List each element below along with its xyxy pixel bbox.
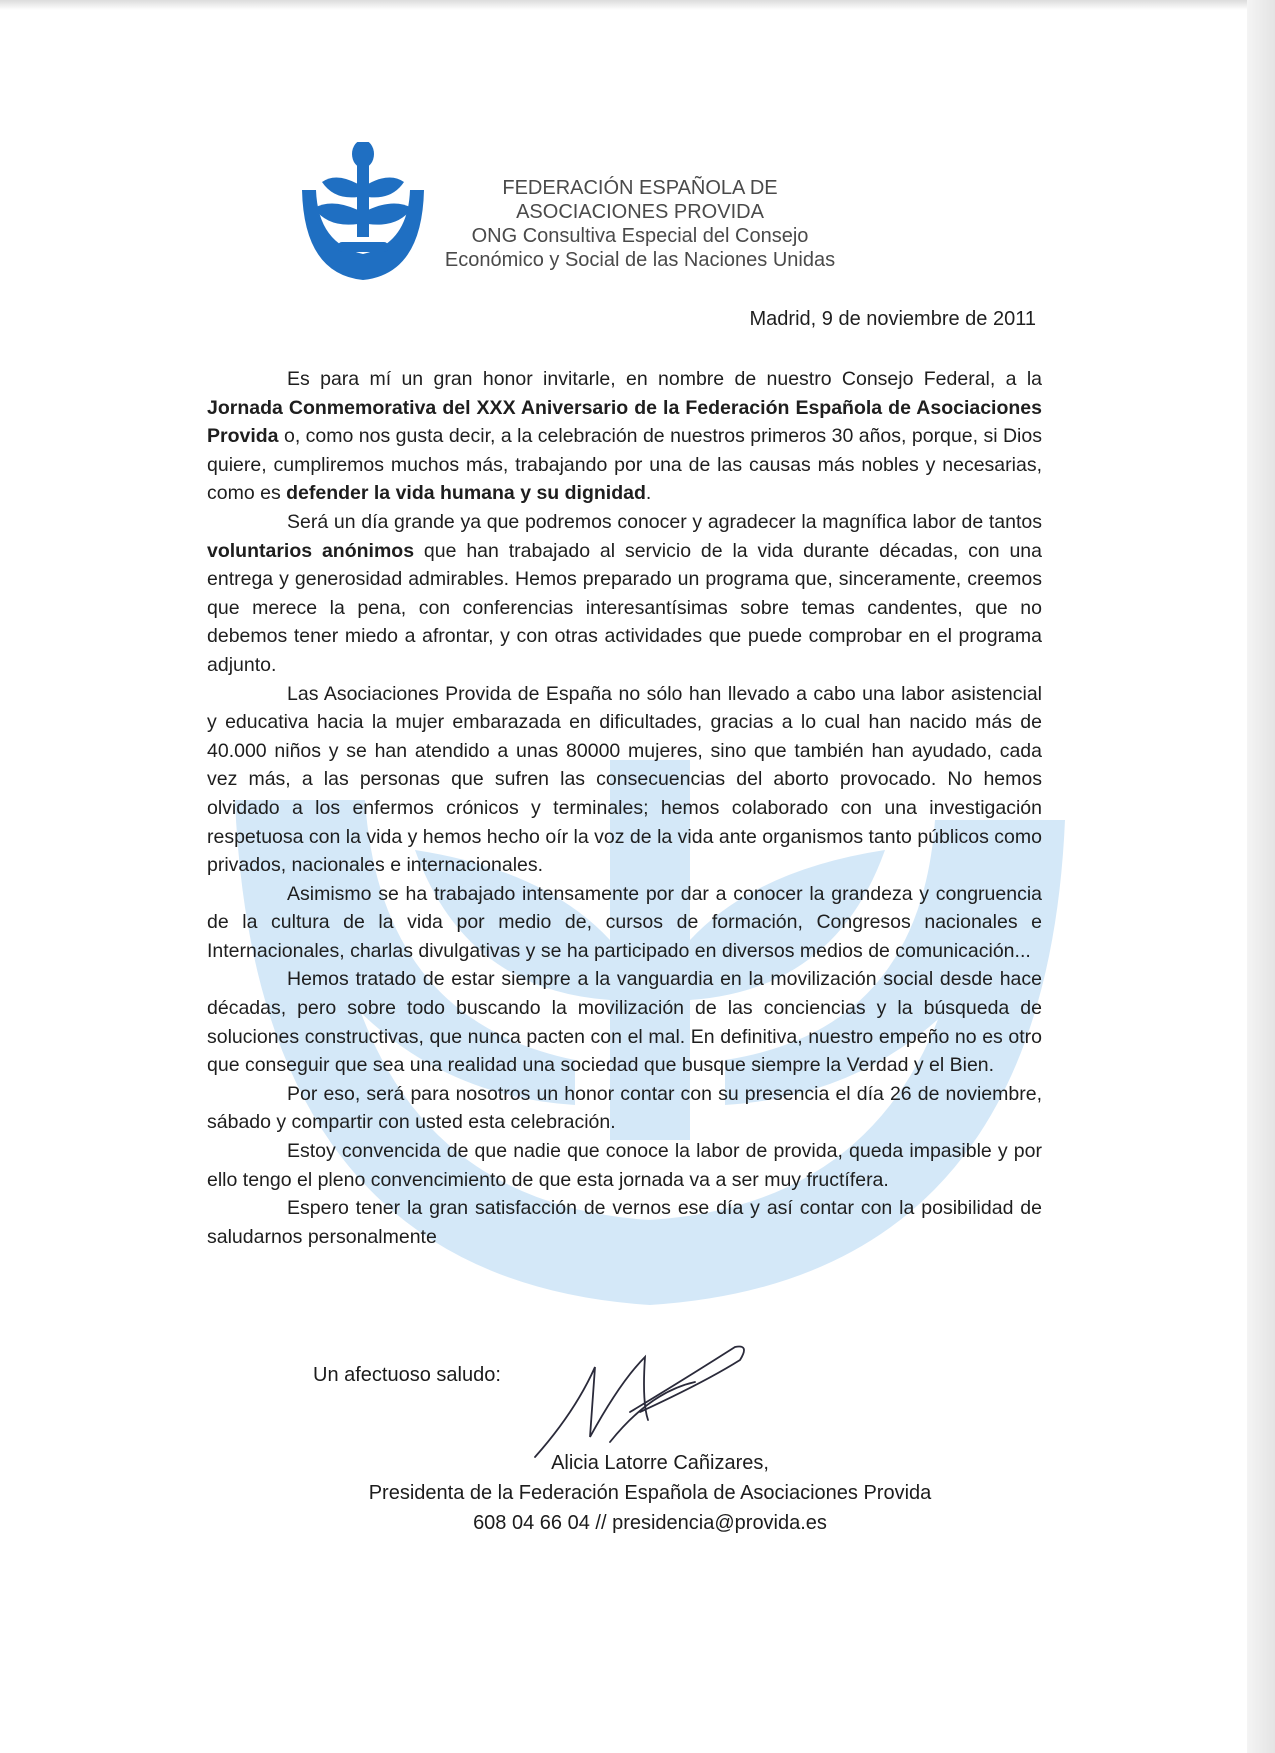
closing-salutation: Un afectuoso saludo: [313, 1364, 501, 1386]
org-name-line2: ASOCIACIONES PROVIDA [516, 201, 764, 223]
org-subtitle-line1: ONG Consultiva Especial del Consejo [471, 225, 809, 247]
paragraph-1 [207, 365, 1042, 508]
paragraph-1-bold-event: Jornada Conmemorativa del XXX Aniversario de la Federación Española de Asociaciones Provida [207, 396, 1042, 448]
paragraph-5: Hemos tratado de estar siempre a la vanguardia en la movilización social desde hace décadas, pero sobre todo buscando la movilización de las conciencias y la búsqueda de soluciones constructivas, que nunca pacten con el mal. En definitiva, nuestro empeño no es otro que conseguir que sea una realidad una sociedad que busque siempre la Verdad y el Bien. [207, 968, 1042, 1077]
paragraph-1-text-c: . [645, 482, 652, 505]
signer-contact: 608 04 66 04 // presidencia@provida.es [473, 1512, 827, 1534]
signature-icon [530, 1342, 760, 1462]
paragraph-1-text-b: o, como nos gusta decir, a la celebración de nuestros primeros 30 años, porque, si Dios quiere, cumpliremos muchos más, trabajando por una de las causas más nobles y necesarias, como es [207, 425, 1042, 505]
paragraph-4: Asimismo se ha trabajado intensamente por dar a conocer la grandeza y congruencia de la cultura de la vida por medio de, cursos de formación, Congresos nacionales e Internacionales, charlas divulgativas y se ha participado en diversos medios de comunicación... [207, 882, 1042, 962]
paragraph-2-text-b: que han trabajado al servicio de la vida durante décadas, con una entrega y generosidad admirables. Hemos preparado un programa que, sinceramente, creemos que merece la pena, con conferencias interesantísimas sobre temas candentes, que no debemos tener miedo a afrontar, y con otras actividades que puede comprobar en el programa adjunto. [207, 539, 1042, 676]
scan-edge-right [1247, 0, 1275, 1753]
paragraph-2-text-a: Será un día grande ya que podremos conocer y agradecer la magnífica labor de tantos [287, 510, 1042, 533]
paragraph-1-text-a: Es para mí un gran honor invitarle, en nombre de nuestro Consejo Federal, a la [287, 368, 1042, 390]
paragraph-2 [207, 508, 1042, 680]
signer-title: Presidenta de la Federación Española de Asociaciones Provida [368, 1482, 932, 1504]
letter-date: Madrid, 9 de noviembre de 2011 [749, 308, 1036, 330]
org-name-line1: FEDERACIÓN ESPAÑOLA DE [502, 177, 778, 199]
signer-name: Alicia Latorre Cañizares, [551, 1452, 769, 1474]
paragraph-1-bold-cause: defender la vida humana y su dignidad [286, 482, 646, 505]
scan-edge-top [0, 0, 1275, 10]
paragraph-3: Las Asociaciones Provida de España no sólo han llevado a cabo una labor asistencial y educativa hacia la mujer embarazada en dificultades, gracias a lo cual han nacido más de 40.000 niños y se han atendido a unas 80000 mujeres, sino que también han ayudado, cada vez más, a las personas que sufren las consecuencias del aborto provocado. No hemos olvidado a los enfermos crónicos y terminales; hemos colaborado con una investigación respetuosa con la vida y hemos hecho oír la voz de la vida ante organismos tanto públicos como privados, nacionales e internacionales. [207, 682, 1042, 877]
org-subtitle-line2: Económico y Social de las Naciones Unidas [444, 249, 836, 271]
paragraph-8: Espero tener la gran satisfacción de vernos ese día y así contar con la posibilidad de saludarnos personalmente [207, 1197, 1042, 1248]
paragraph-7: Estoy convencida de que nadie que conoce la labor de provida, queda impasible y por ello tengo el pleno convencimiento de que esta jornada va a ser muy fructífera. [207, 1140, 1042, 1191]
organization-header [400, 176, 880, 272]
paragraph-2-bold-volunteers: voluntarios anónimos [207, 539, 415, 562]
paragraph-6: Por eso, será para nosotros un honor contar con su presencia el día 26 de noviembre, sábado y compartir con usted esta celebración. [207, 1082, 1042, 1134]
letter-body [207, 365, 1042, 1251]
